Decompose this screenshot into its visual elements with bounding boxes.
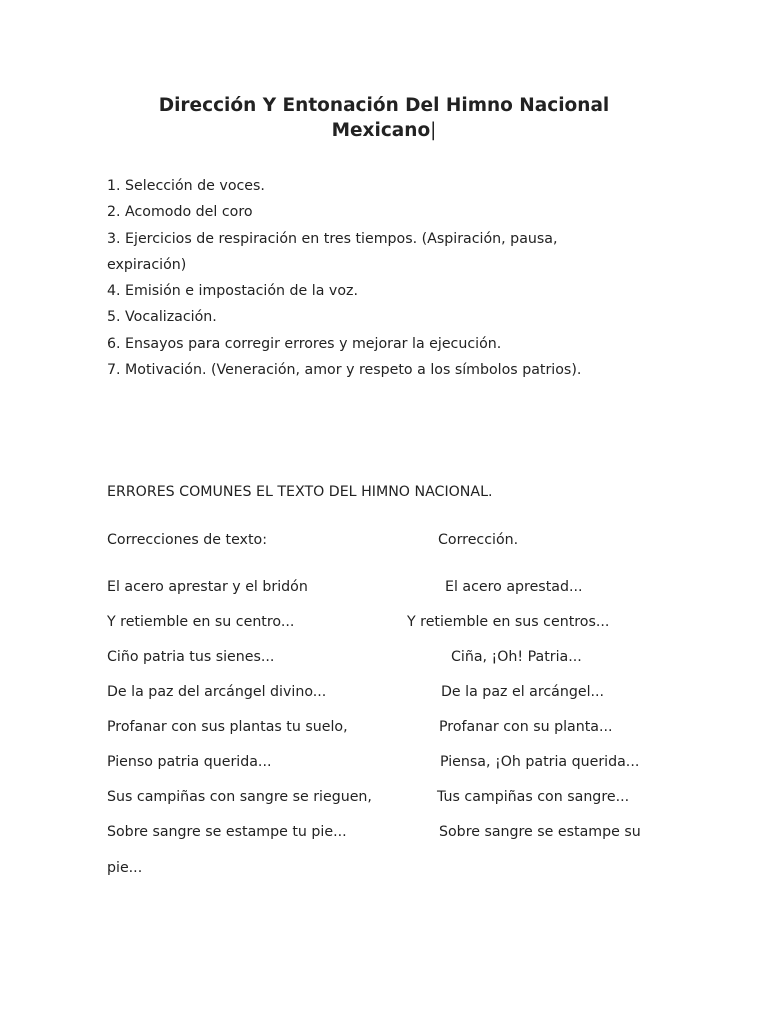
document-title-line1: Dirección Y Entonación Del Himno Nacional	[158, 95, 610, 116]
list-item: 6. Ensayos para corregir errores y mejorar la ejecución.	[107, 336, 502, 352]
correction-wrong: Y retiemble en su centro...	[107, 614, 295, 630]
col-header-right: Corrección.	[438, 532, 519, 548]
errors-heading: ERRORES COMUNES EL TEXTO DEL HIMNO NACIONAL.	[107, 484, 493, 500]
text-cursor: |	[430, 120, 437, 141]
correction-wrong: De la paz del arcángel divino...	[107, 684, 327, 700]
list-item: 1. Selección de voces.	[107, 178, 265, 194]
list-item: 5. Vocalización.	[107, 309, 217, 325]
correction-wrong: Profanar con sus plantas tu suelo,	[107, 719, 348, 735]
correction-right: Y retiemble en sus centros...	[407, 614, 610, 630]
correction-right: Tus campiñas con sangre...	[437, 789, 630, 805]
list-item: 7. Motivación. (Veneración, amor y respeto a los símbolos patrios).	[107, 362, 582, 378]
correction-right: Ciña, ¡Oh! Patria...	[451, 649, 582, 665]
list-item: expiración)	[107, 257, 187, 273]
correction-right: De la paz el arcángel...	[441, 684, 605, 700]
correction-right: Profanar con su planta...	[439, 719, 613, 735]
document-title-text: Mexicano	[331, 120, 431, 141]
correction-wrong: Sus campiñas con sangre se rieguen,	[107, 789, 372, 805]
correction-wrong: Ciño patria tus sienes...	[107, 649, 275, 665]
list-item: 3. Ejercicios de respiración en tres tiempos. (Aspiración, pausa,	[107, 231, 558, 247]
list-item: 4. Emisión e impostación de la voz.	[107, 283, 358, 299]
correction-wrong: El acero aprestar y el bridón	[107, 579, 308, 595]
correction-right: Sobre sangre se estampe su	[439, 824, 641, 840]
correction-right: Piensa, ¡Oh patria querida...	[440, 754, 640, 770]
col-header-left: Correcciones de texto:	[107, 532, 267, 548]
correction-right: El acero aprestad...	[445, 579, 583, 595]
correction-wrong: Sobre sangre se estampe tu pie...	[107, 824, 347, 840]
trailing-text: pie...	[107, 860, 143, 876]
document-title-line2	[0, 119, 768, 143]
correction-wrong: Pienso patria querida...	[107, 754, 272, 770]
list-item: 2. Acomodo del coro	[107, 204, 253, 220]
